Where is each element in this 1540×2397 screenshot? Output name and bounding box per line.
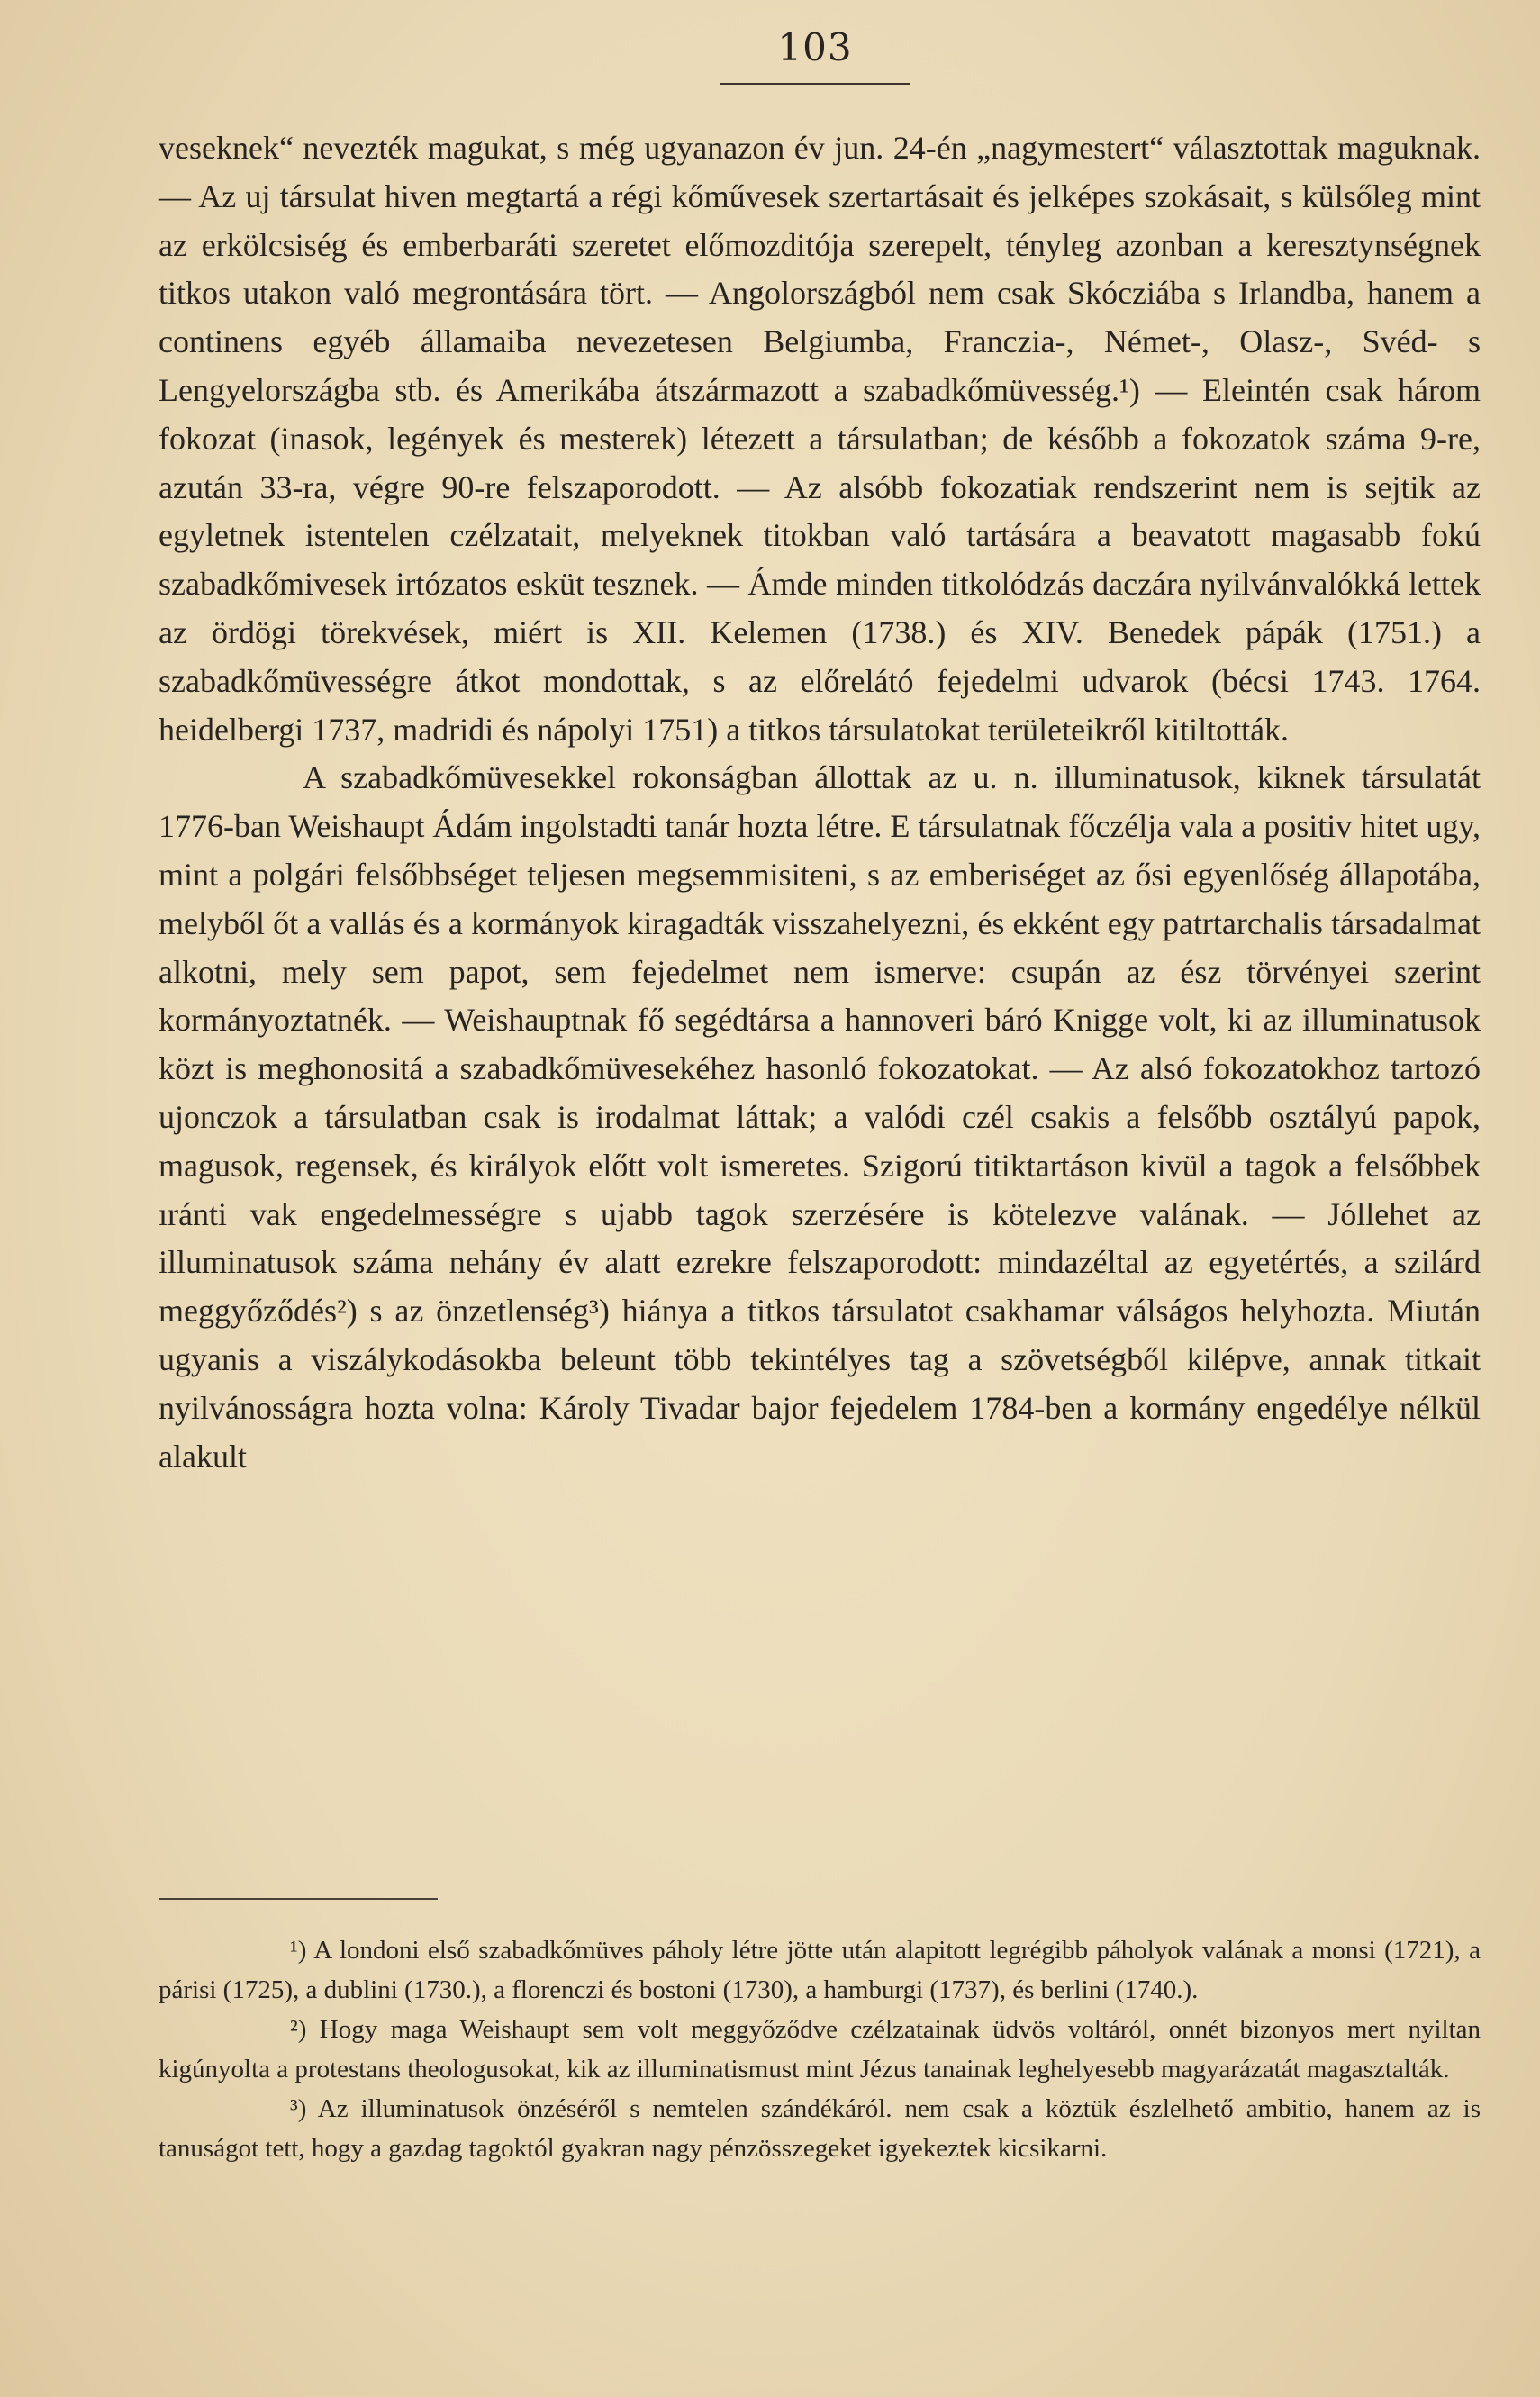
footnotes	[159, 1930, 1481, 2168]
paragraph-1: veseknek“ nevezték magukat, s még ugyanazon év jun. 24-én „nagymestert“ választottak maguknak. — Az uj társulat hiven megtartá a régi kőművesek szertartásait és jelképes szokásait, s külsőleg mint az erkölcsiség és emberbaráti szeretet előmozditója szerepelt, tényleg azonban a keresztynségnek titkos utakon való megrontására tört. — Angolországból nem csak Skócziába s Irlandba, hanem a continens egyéb államaiba nevezetesen Belgiumba, Franczia-, Német-, Olasz-, Svéd- s Lengyelországba stb. és Amerikába átszármazott a szabadkőmüvesség.¹) — Eleintén csak három fokozat (inasok, legények és mesterek) létezett a társulatban; de később a fokozatok száma 9-re, azután 33-ra, végre 90-re felszaporodott. — Az alsóbb fokozatiak rendszerint nem is sejtik az egyletnek istentelen czélzatait, melyeknek titokban való tartására a beavatott magasabb fokú szabadkőmivesek irtózatos esküt tesznek. — Ámde minden titkolódzás daczára nyilvánvalókká lettek az ördögi törekvések, miért is XII. Kelemen (1738.) és XIV. Benedek pápák (1751.) a szabadkőmüvességre átkot mondottak, s az előrelátó fejedelmi udvarok (bécsi 1743. 1764. heidelbergi 1737, madridi és nápolyi 1751) a titkos társulatokat területeikről kitiltották.	[159, 130, 1481, 748]
paragraph-2: A szabadkőmüvesekkel rokonságban állottak az u. n. illuminatusok, kiknek társulatát 1776-ban Weishaupt Ádám ingolstadti tanár hozta létre. E társulatnak főczélja vala a positiv hitet ugy, mint a polgári felsőbbséget teljesen megsemmisiteni, s az emberiséget az ősi egyenlőség állapotába, melyből őt a vallás és a kormányok kiragadták visszahelyezni, és ekként egy patrtarchalis társadalmat alkotni, mely sem papot, sem fejedelmet nem ismerve: csupán az ész törvényei szerint kormányoztatnék. — Weishauptnak fő segédtársa a hannoveri báró Knigge volt, ki az illuminatusok közt is meghonositá a szabadkőmüvesekéhez hasonló fokozatokat. — Az alsó fokozatokhoz tartozó ujonczok a társulatban csak is irodalmat láttak; a valódi czél csakis a felsőbb osztályú papok, magusok, regensek, és királyok előtt volt ismeretes. Szigorú titiktartáson kivül a tagok a felsőbbek ıránti vak engedelmességre s ujabb tagok szerzésére is kötelezve valának. — Jóllehet az illuminatusok száma nehány év alatt ezrekre felszaporodott: mindazéltal az egyetértés, a szilárd meggyőződés²) s az önzetlenség³) hiánya a titkos társulatot csakhamar válságos helyhozta. Miután ugyanis a viszálykodásokba beleunt több tekintélyes tag a szövetségből kilépve, annak titkait nyilvánosságra hozta volna: Károly Tivadar bajor fejedelem 1784-ben a kormány engedélye nélkül alakult	[159, 759, 1481, 1475]
footnote-2: ²) Hogy maga Weishaupt sem volt meggyőződve czélzatainak üdvös voltáról, onnét bizonyos mert nyiltan kigúnyolta a protestans theologusokat, kik az illuminatismust mint Jézus tanainak leghelyesebb magyarázatát magasztalták.	[159, 2015, 1481, 2084]
page-number-rule	[720, 83, 910, 85]
page-number: 103	[777, 25, 853, 69]
footnote-3: ³) Az illuminatusok önzéséről s nemtelen szándékáról. nem csak a köztük észlelhető ambitio, hanem az is tanuságot tett, hogy a gazdag tagoktól gyakran nagy pénzösszegeket igyekeztek kicsikarni.	[159, 2094, 1481, 2163]
main-text	[159, 124, 1481, 1481]
footnote-1: ¹) A londoni első szabadkőmüves páholy létre jötte után alapitott legrégibb páholyok valának a monsi (1721), a párisi (1725), a dublini (1730.), a florenczi és bostoni (1730), a hamburgi (1737), és berlini (1740.).	[159, 1936, 1481, 2004]
footnote-separator	[159, 1898, 438, 1900]
